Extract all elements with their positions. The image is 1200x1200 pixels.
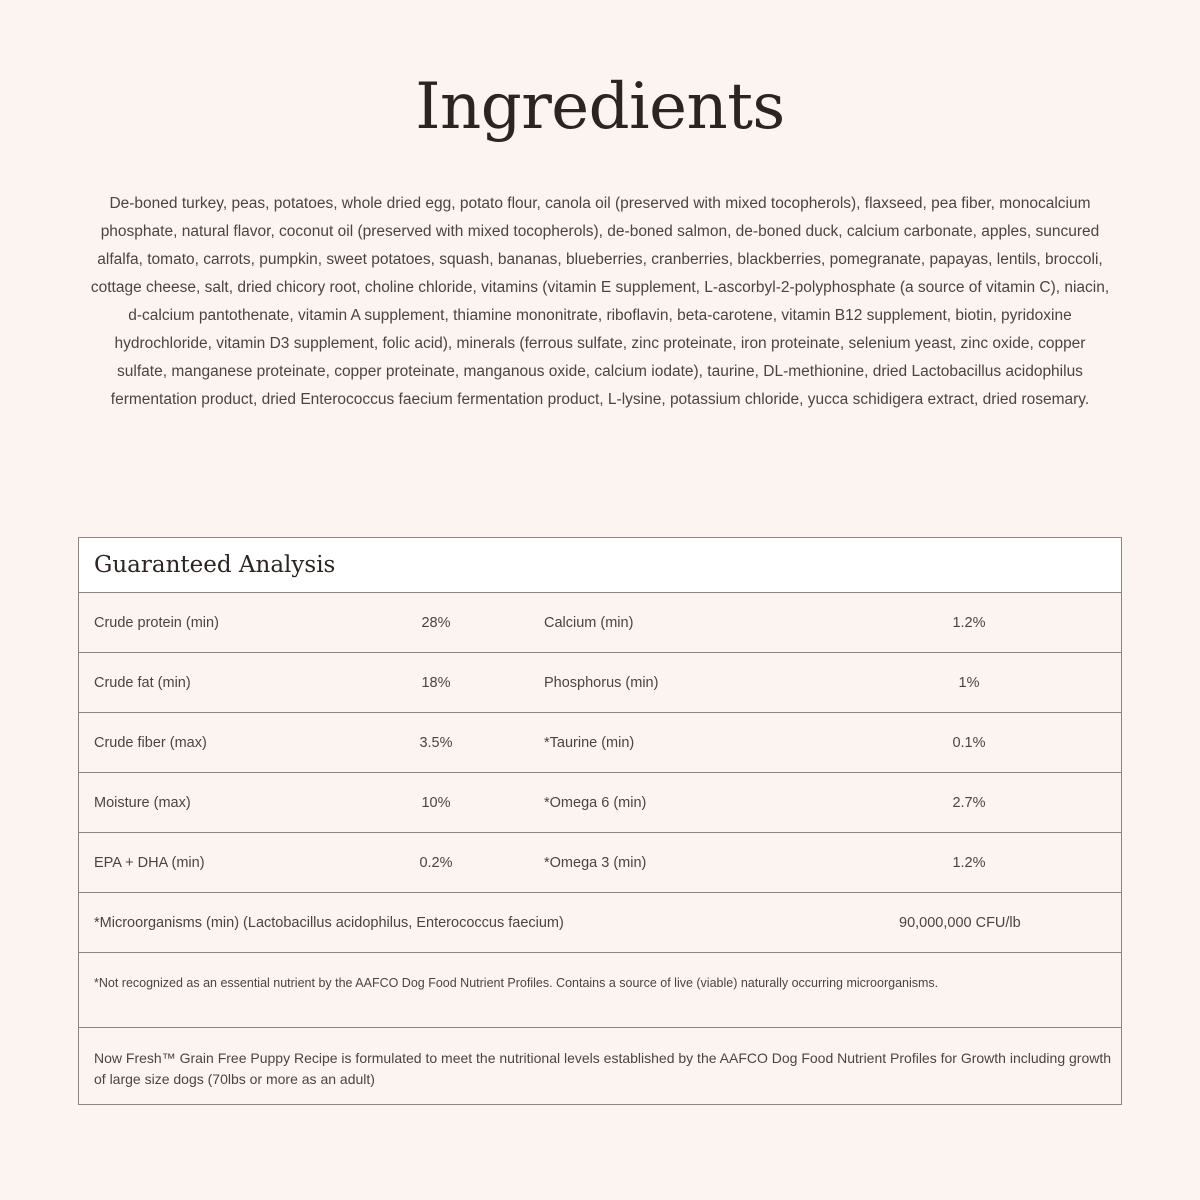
nutrient-label: Moisture (max) [94,795,191,811]
nutrient-value: 1.2% [952,855,986,871]
nutrient-label: *Taurine (min) [544,735,635,751]
nutrient-label: Calcium (min) [544,615,634,631]
nutrient-label: Crude fat (min) [94,675,191,691]
ingredients-list: De-boned turkey, peas, potatoes, whole dried egg, potato flour, canola oil (preserved with mixed tocopherols), flaxseed, pea fiber, monocalcium phosphate, natural flavor, coconut oil (preserved with mixed tocopherols), de-boned salmon, de-boned duck, calcium carbonate, apples, suncured alfalfa, tomato, carrots, pumpkin, sweet potatoes, squash, bananas, blueberries, cranberries, blackberries, pomegranate, papayas, lentils, broccoli, cottage cheese, salt, dried chicory root, choline chloride, vitamins (vitamin E supplement, L-ascorbyl-2-polyphosphate (a source of vitamin C), niacin, d-calcium pantothenate, vitamin A supplement, thiamine mononitrate, riboflavin, beta-carotene, vitamin B12 supplement, biotin, pyridoxine hydrochloride, vitamin D3 supplement, folic acid), minerals (ferrous sulfate, zinc proteinate, iron proteinate, selenium yeast, zinc oxide, copper sulfate, manganese proteinate, copper proteinate, manganous oxide, calcium iodate), taurine, DL-methionine, dried Lactobacillus acidophilus fermentation product, dried Enterococcus faecium fermentation product, L-lysine, potassium chloride, yucca schidigera extract, dried rosemary. [90,195,1110,408]
nutrient-value: 3.5% [419,735,453,751]
table-row [79,833,1121,893]
nutrient-value: 2.7% [952,795,986,811]
nutrient-value: 10% [421,795,451,811]
nutrient-value: 0.2% [419,855,453,871]
analysis-heading: Guaranteed Analysis [94,552,336,578]
microorganisms-label: *Microorganisms (min) (Lactobacillus acidophilus, Enterococcus faecium) [94,915,564,931]
nutrient-label: EPA + DHA (min) [94,855,205,871]
table-row [79,773,1121,833]
analysis-header [79,538,1121,593]
nutrient-value: 18% [421,675,451,691]
nutrient-label: *Omega 3 (min) [544,855,647,871]
nutrient-label: Phosphorus (min) [544,675,659,691]
footnote-text: *Not recognized as an essential nutrient by the AAFCO Dog Food Nutrient Profiles. Contains a source of live (viable) naturally occurring microorganisms. [94,976,939,990]
aafco-statement: Now Fresh™ Grain Free Puppy Recipe is formulated to meet the nutritional levels established by the AAFCO Dog Food Nutrient Profiles for Growth including growth of large size dogs (70lbs or more as an adult) [94,1050,1112,1087]
aafco-statement-row [79,1028,1121,1105]
microorganisms-value: 90,000,000 CFU/lb [899,915,1021,931]
nutrient-value: 1.2% [952,615,986,631]
page-title: Ingredients [415,70,785,144]
nutrient-label: Crude fiber (max) [94,735,207,751]
nutrient-label: Crude protein (min) [94,615,219,631]
table-row [79,653,1121,713]
table-row [79,713,1121,773]
footnote-row [79,953,1121,1028]
microorganisms-row [79,893,1121,953]
table-row [79,593,1121,653]
nutrient-value: 28% [421,615,451,631]
nutrient-value: 0.1% [952,735,986,751]
guaranteed-analysis-table [78,537,1122,1105]
nutrient-label: *Omega 6 (min) [544,795,647,811]
nutrient-value: 1% [958,675,980,691]
